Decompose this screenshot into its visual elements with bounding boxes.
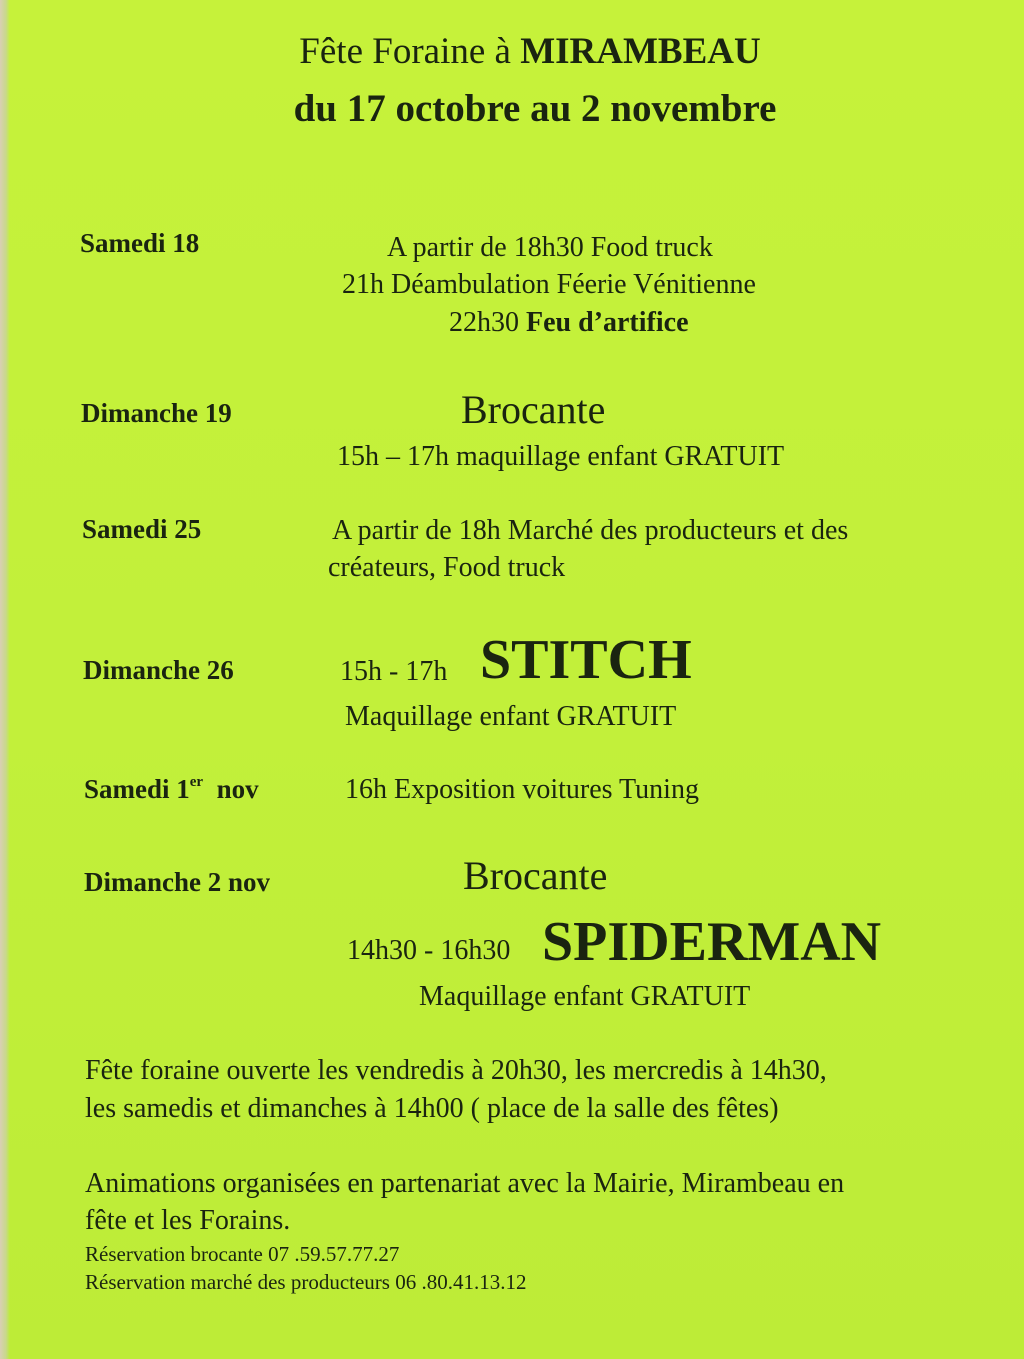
reservation-producteurs: Réservation marché des producteurs 06 .80.41.13.12 [85,1270,527,1294]
wood-background-edge [0,0,10,1359]
day-suffix: nov [216,774,259,804]
poster-title [0,30,1024,73]
event-line: A partir de 18h Marché des producteurs et des [332,515,849,546]
day-label-dimanche-26: Dimanche 26 [83,655,234,685]
title-town: MIRAMBEAU [520,31,761,72]
day-label-samedi-1er-nov [84,774,259,805]
title-prefix: Fête Foraine à [299,31,511,72]
day-label-dimanche-2-nov: Dimanche 2 nov [84,867,271,897]
event-line: 15h – 17h maquillage enfant GRATUIT [337,441,785,472]
character-spiderman: SPIDERMAN [542,911,882,973]
opening-hours-line: les samedis et dimanches à 14h00 ( place de la salle des fêtes) [85,1093,779,1124]
fireworks-time: 22h30 [449,307,519,338]
event-time: 15h - 17h [340,656,448,687]
event-line: créateurs, Food truck [328,552,566,583]
event-line: Maquillage enfant GRATUIT [345,701,677,732]
brocante-headline: Brocante [463,853,608,898]
opening-hours-line: Fête foraine ouverte les vendredis à 20h30, les mercredis à 14h30, [85,1055,827,1086]
day-label-dimanche-19: Dimanche 19 [81,398,232,428]
fireworks-label: Feu d’artifice [526,307,689,338]
brocante-headline: Brocante [461,387,606,432]
event-line: Maquillage enfant GRATUIT [419,981,751,1012]
day-label-samedi-18: Samedi 18 [80,228,200,258]
character-stitch: STITCH [480,629,692,691]
day-prefix: Samedi 1 [84,774,190,804]
poster-dates: du 17 octobre au 2 novembre [293,87,777,130]
partnership-line: Animations organisées en partenariat avec la Mairie, Mirambeau en [85,1168,845,1199]
event-line: A partir de 18h30 Food truck [387,232,713,263]
reservation-brocante: Réservation brocante 07 .59.57.77.27 [85,1242,400,1266]
event-line: 16h Exposition voitures Tuning [345,774,699,805]
day-label-samedi-25: Samedi 25 [82,514,202,544]
day-superscript: er [189,774,204,790]
event-line: 21h Déambulation Féerie Vénitienne [342,269,756,300]
fireworks-line [449,307,689,339]
event-time: 14h30 - 16h30 [347,935,511,966]
partnership-line: fête et les Forains. [85,1205,291,1236]
